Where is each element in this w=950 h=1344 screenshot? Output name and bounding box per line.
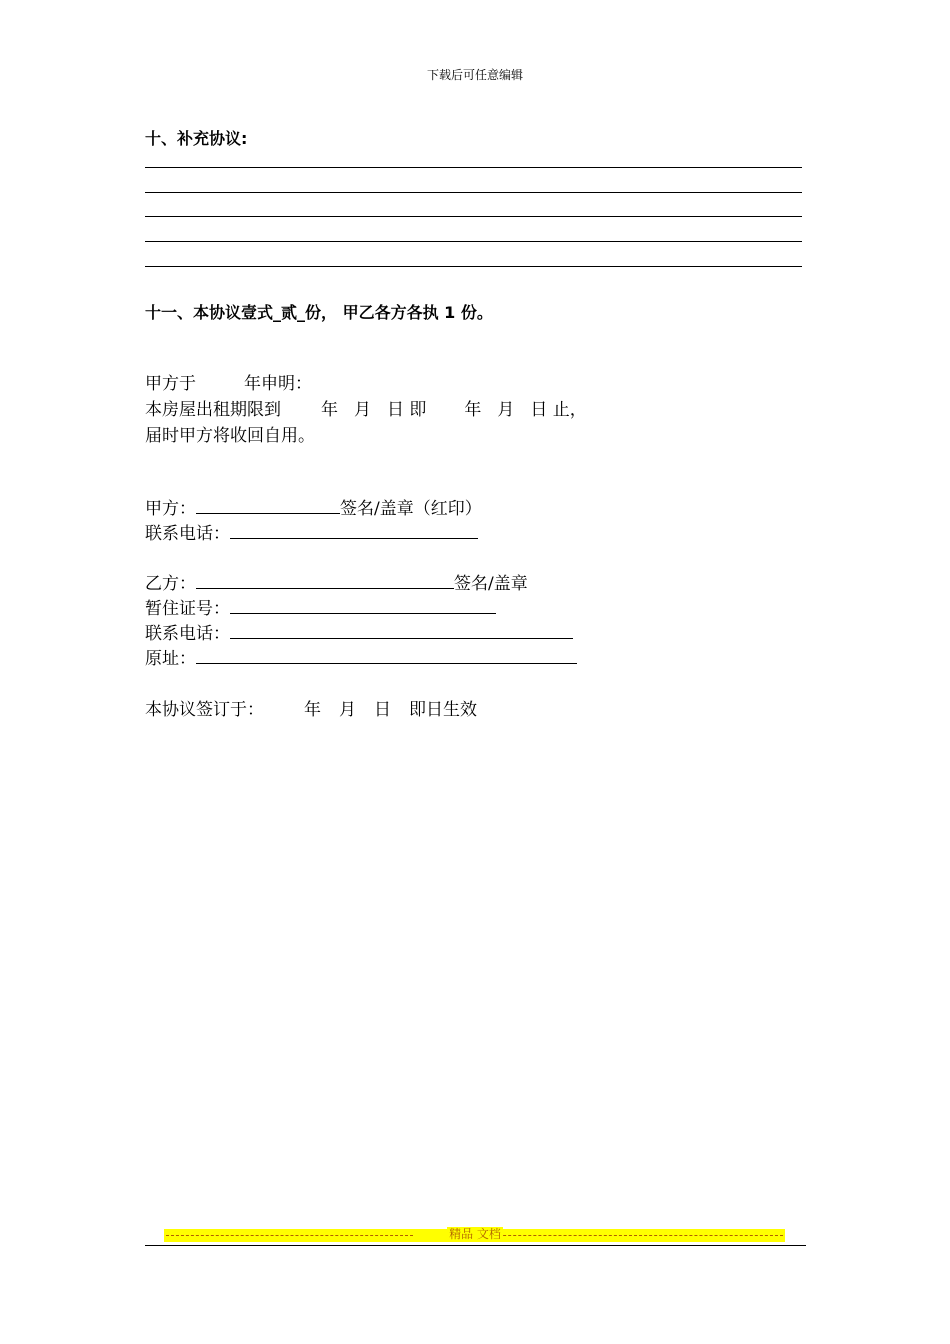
footer-label-text: 精品 文档	[449, 1227, 501, 1241]
party-b-address-label: 原址：	[145, 649, 196, 669]
supplement-line-4	[145, 241, 802, 242]
supplement-line-2	[145, 192, 802, 193]
footer-rule	[145, 1245, 806, 1246]
declaration-line-1	[145, 374, 312, 394]
section-10-title: 十、补充协议:	[145, 129, 248, 148]
party-a-sign-note: 签名/盖章（红印）	[340, 499, 482, 519]
party-b-address-row	[145, 649, 577, 669]
supplement-line-5	[145, 266, 802, 267]
party-b-permit-field[interactable]	[230, 599, 496, 614]
lease-year-2: 年	[464, 400, 482, 420]
lease-month: 月	[354, 400, 371, 420]
declaration-line-2	[145, 400, 587, 420]
supplement-line-3	[145, 216, 802, 217]
party-b-sign-note: 签名/盖章	[454, 574, 528, 594]
party-b-permit-label: 暂住证号：	[145, 599, 230, 619]
section-11-title: 十一、本协议壹式_贰_份， 甲乙各方各执 1 份。	[145, 303, 493, 322]
party-a-phone-field[interactable]	[230, 524, 478, 539]
party-b-label: 乙方：	[145, 574, 196, 594]
party-b-permit-row	[145, 599, 496, 619]
signing-label: 本协议签订于：	[145, 700, 264, 720]
footer-label	[0, 1227, 950, 1241]
lease-day-2: 日 止，	[530, 400, 587, 420]
supplement-line-1	[145, 167, 802, 168]
declaration-party-a: 甲方于	[145, 374, 196, 394]
lease-month-2: 月	[497, 400, 515, 420]
party-b-signature-field[interactable]	[196, 574, 454, 589]
party-a-phone-label: 联系电话：	[145, 524, 230, 544]
signing-month: 月	[339, 700, 356, 720]
lease-day: 日 即	[387, 400, 427, 420]
lease-term-label: 本房屋出租期限到	[145, 400, 281, 420]
party-a-label: 甲方：	[145, 499, 196, 519]
declaration-year-statement: 年申明：	[244, 374, 312, 394]
declaration-line-3: 届时甲方将收回自用。	[145, 426, 315, 446]
party-b-phone-label: 联系电话：	[145, 624, 230, 644]
party-b-phone-field[interactable]	[230, 624, 573, 639]
signing-effective: 即日生效	[409, 700, 477, 720]
party-a-signature-field[interactable]	[196, 499, 340, 514]
lease-year: 年	[321, 400, 338, 420]
party-a-row	[145, 499, 482, 519]
party-b-phone-row	[145, 624, 573, 644]
signing-day: 日	[374, 700, 391, 720]
party-b-address-field[interactable]	[196, 649, 577, 664]
signing-date-row	[145, 700, 477, 720]
party-b-row	[145, 574, 528, 594]
party-a-phone-row	[145, 524, 478, 544]
signing-year: 年	[304, 700, 321, 720]
page-header: 下载后可任意编辑	[426, 68, 523, 82]
